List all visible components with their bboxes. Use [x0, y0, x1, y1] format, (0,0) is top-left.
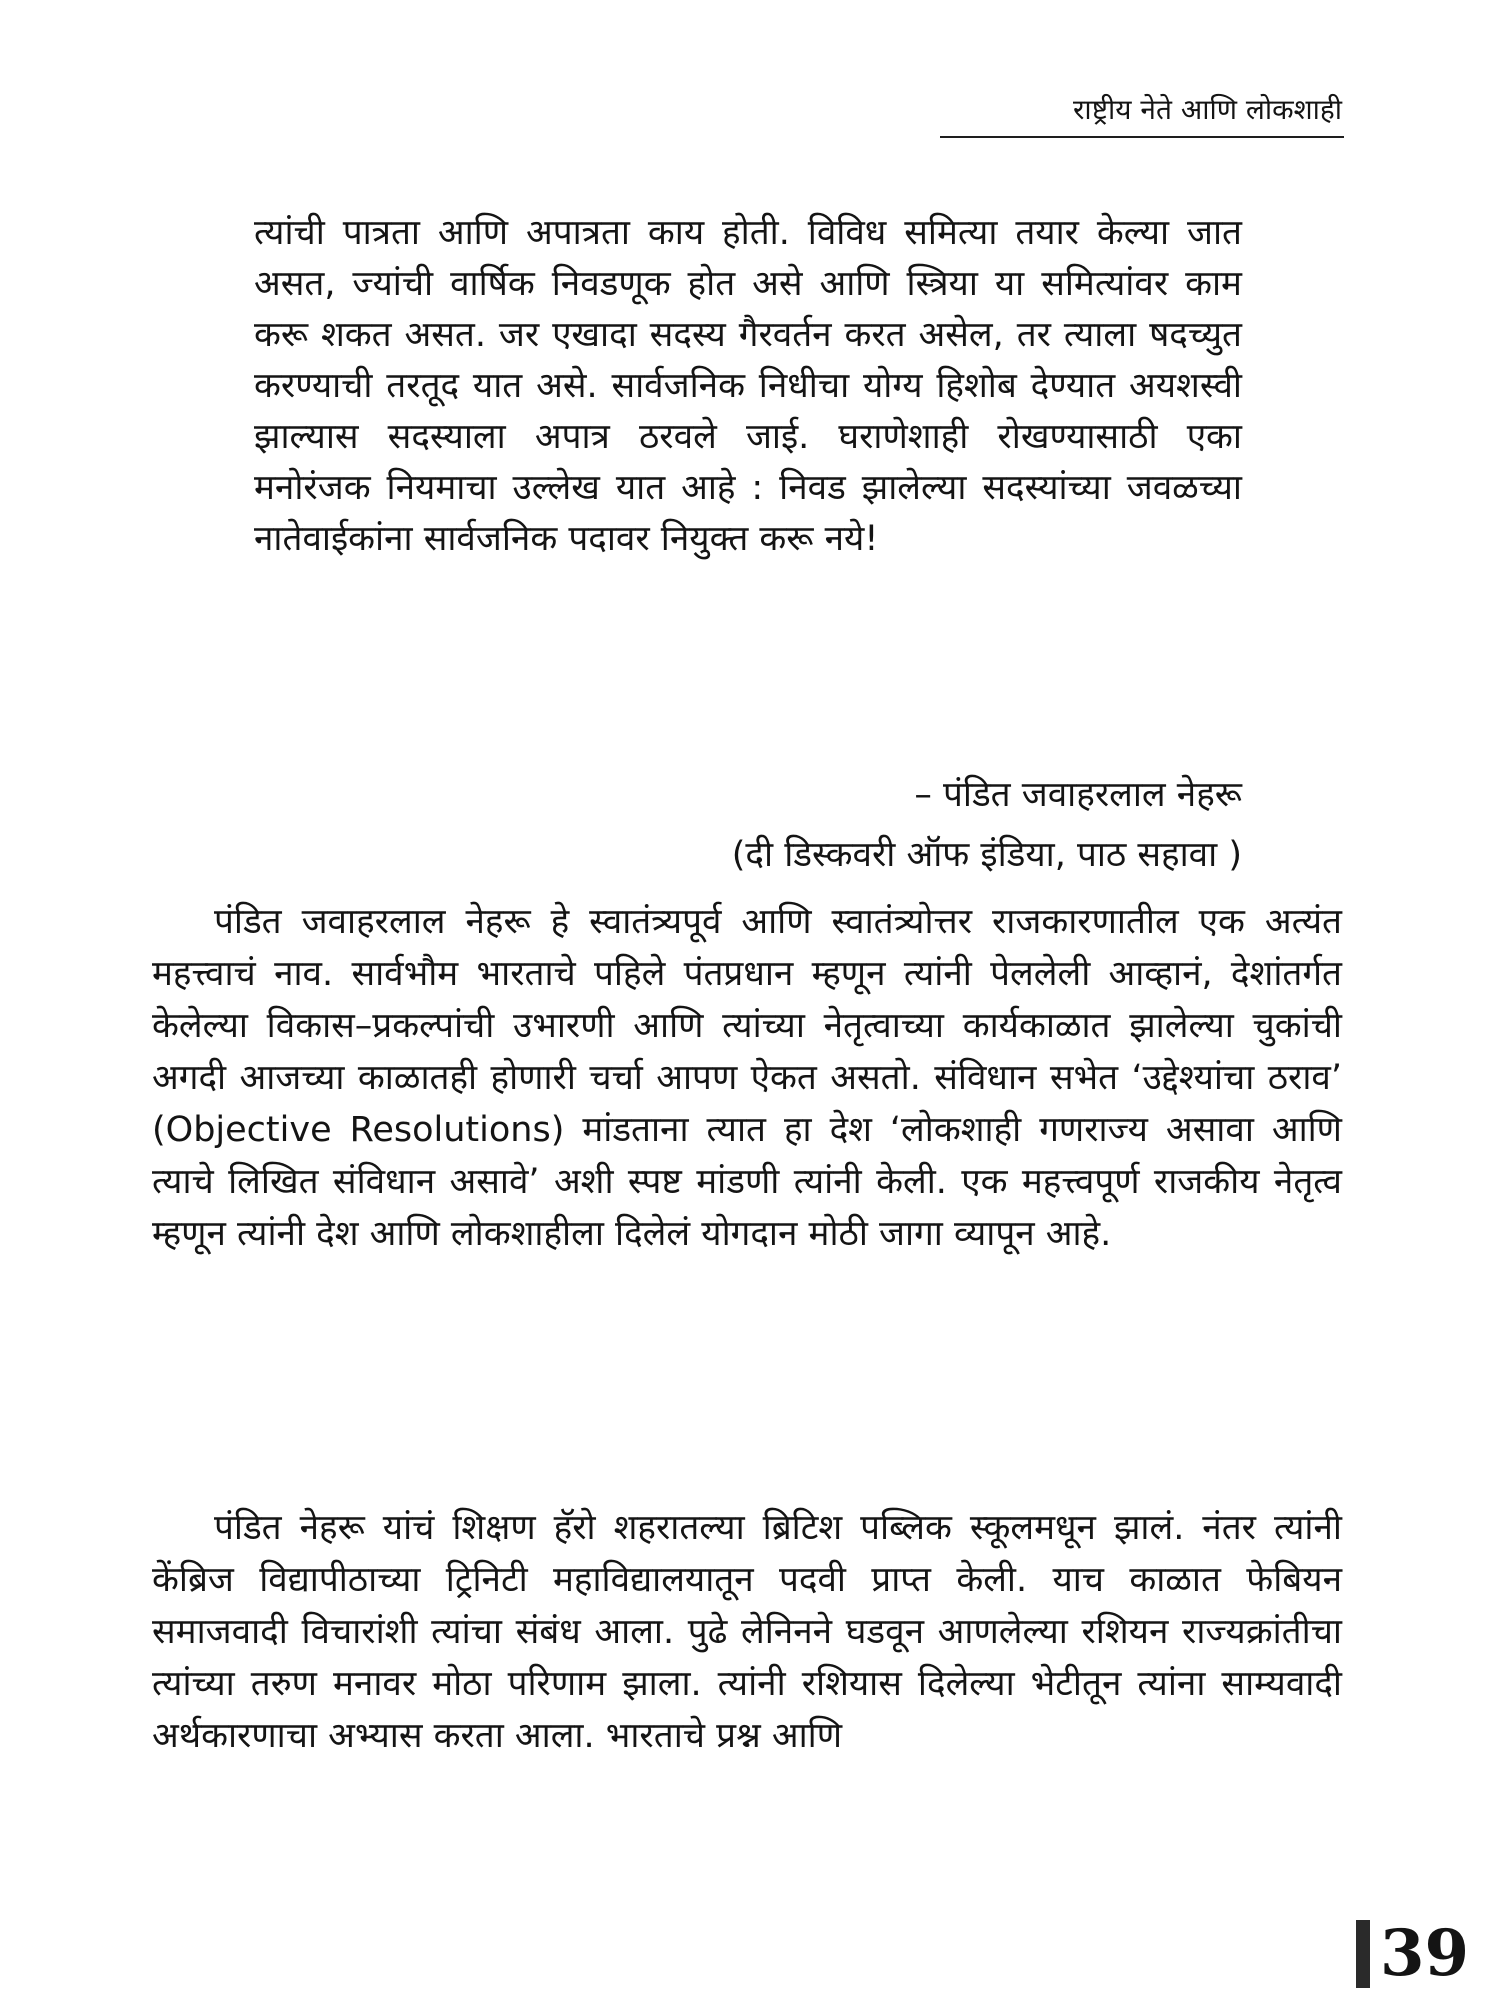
quote-author: – पंडित जवाहरलाल नेहरू [914, 775, 1242, 815]
body-paragraph-2: पंडित नेहरू यांचं शिक्षण हॅरो शहरातल्या ब्रिटिश पब्लिक स्कूलमधून झालं. नंतर त्यांनी केंब्रिज विद्यापीठाच्या ट्रिनिटी महाविद्यालयातून पदवी प्राप्त केली. याच काळात फेबियन समाजवादी विचारांशी त्यांचा संबंध आला. पुढे लेनिनने घडवून आणलेल्या रशियन राज्यक्रांतीचा त्यांच्या तरुण मनावर मोठा परिणाम झाला. त्यांनी रशियास दिलेल्या भेटीतून त्यांना साम्यवादी अर्थकारणाचा अभ्यास करता आला. भारताचे प्रश्न आणि [152, 1508, 1342, 1756]
header-rule [940, 136, 1344, 138]
quote-paragraph: त्यांची पात्रता आणि अपात्रता काय होती. विविध समित्या तयार केल्या जात असत, ज्यांची वार्षिक निवडणूक होत असे आणि स्त्रिया या समित्यांवर काम करू शकत असत. जर एखादा सदस्य गैरवर्तन करत असेल, तर त्याला षदच्युत करण्याची तरतूद यात असे. सार्वजनिक निधीचा योग्य हिशोब देण्यात अयशस्वी झाल्यास सदस्याला अपात्र ठरवले जाई. घराणेशाही रोखण्यासाठी एका मनोरंजक नियमाचा उल्लेख यात आहे : निवड झालेल्या सदस्यांच्या जवळच्या नातेवाईकांना सार्वजनिक पदावर नियुक्त करू नये! [254, 213, 1242, 559]
page-number: 39 [1380, 1916, 1470, 1991]
running-header: राष्ट्रीय नेते आणि लोकशाही [1072, 93, 1342, 126]
body-paragraph-1: पंडित जवाहरलाल नेहरू हे स्वातंत्र्यपूर्व आणि स्वातंत्र्योत्तर राजकारणातील एक अत्यंत महत्त्वाचं नाव. सार्वभौम भारताचे पहिले पंतप्रधान म्हणून त्यांनी पेललेली आव्हानं, देशांतर्गत केलेल्या विकास–प्रकल्पांची उभारणी आणि त्यांच्या नेतृत्वाच्या कार्यकाळात झालेल्या चुकांची अगदी आजच्या काळातही होणारी चर्चा आपण ऐकत असतो. संविधान सभेत ‘उद्देश्यांचा ठराव’ (Objective Resolutions) मांडताना त्यात हा देश ‘लोकशाही गणराज्य असावा आणि त्याचे लिखित संविधान असावे’ अशी स्पष्ट मांडणी त्यांनी केली. एक महत्त्वपूर्ण राजकीय नेतृत्व म्हणून त्यांनी देश आणि लोकशाहीला दिलेलं योगदान मोठी जागा व्यापून आहे. [152, 902, 1342, 1254]
quote-source: (दी डिस्कवरी ऑफ इंडिया, पाठ सहावा ) [731, 835, 1242, 875]
page-number-bar [1356, 1920, 1370, 1988]
page-number-block [1356, 1912, 1500, 2000]
